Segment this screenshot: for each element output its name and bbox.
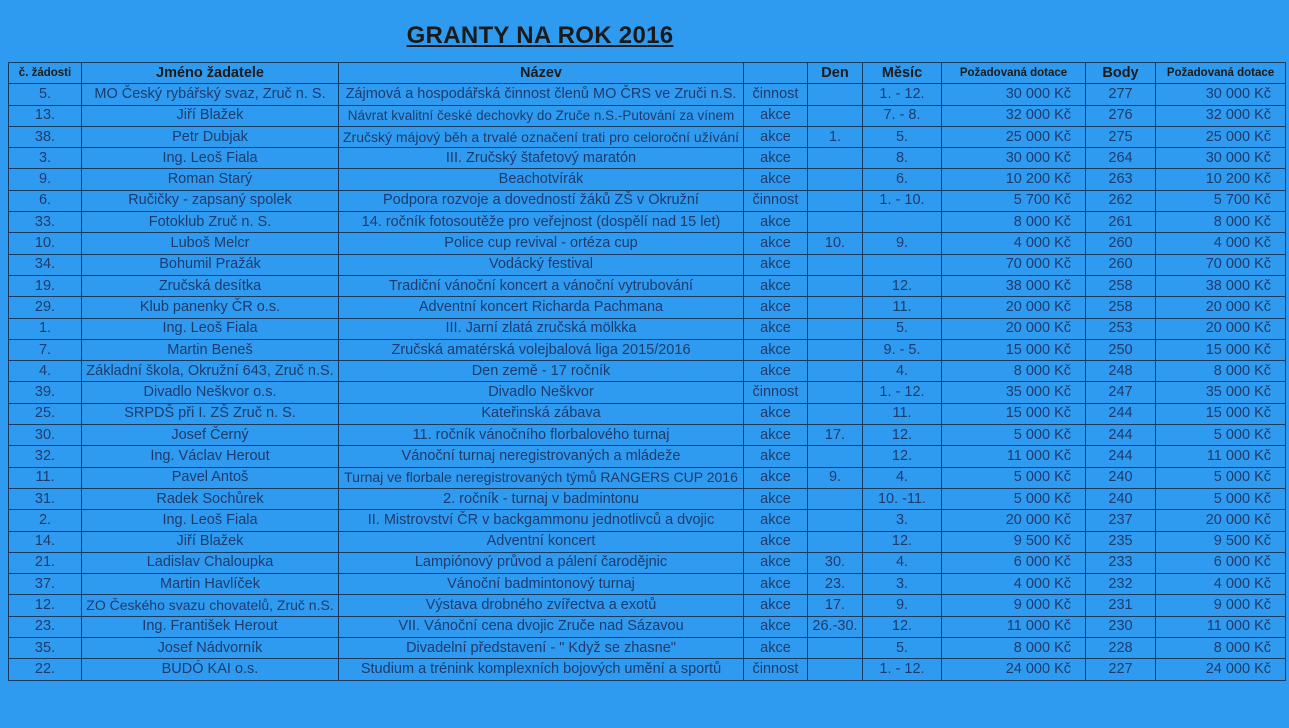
cell-points: 244 [1086, 446, 1156, 467]
cell-month: 12. [863, 275, 942, 296]
cell-name: Lampiónový průvod a pálení čarodějnic [339, 552, 744, 573]
cell-day [808, 212, 863, 233]
cell-id: 33. [9, 212, 82, 233]
table-row [9, 126, 1286, 147]
cell-name: Divadlo Neškvor [339, 382, 744, 403]
cell-name: Vánoční turnaj neregistrovaných a mládeže [339, 446, 744, 467]
cell-type: akce [744, 510, 808, 531]
table-row [9, 254, 1286, 275]
table-row [9, 212, 1286, 233]
cell-requested-2: 15 000 Kč [1156, 403, 1286, 424]
table-row [9, 339, 1286, 360]
table-row [9, 84, 1286, 105]
cell-requested: 8 000 Kč [942, 361, 1086, 382]
cell-points: 258 [1086, 297, 1156, 318]
cell-requested-2: 4 000 Kč [1156, 574, 1286, 595]
cell-name: Zájmová a hospodářská činnost členů MO ČRS ve Zruči n.S. [339, 84, 744, 105]
cell-id: 1. [9, 318, 82, 339]
cell-applicant: Martin Beneš [82, 339, 339, 360]
cell-day [808, 84, 863, 105]
cell-requested-2: 5 000 Kč [1156, 467, 1286, 488]
cell-points: 275 [1086, 126, 1156, 147]
table-row [9, 531, 1286, 552]
table-row [9, 318, 1286, 339]
cell-requested: 10 200 Kč [942, 169, 1086, 190]
cell-applicant: SRPDŠ při I. ZŠ Zruč n. S. [82, 403, 339, 424]
cell-type: akce [744, 254, 808, 275]
cell-name: Adventní koncert Richarda Pachmana [339, 297, 744, 318]
table-row [9, 148, 1286, 169]
cell-month [863, 212, 942, 233]
cell-month: 12. [863, 446, 942, 467]
cell-month: 5. [863, 126, 942, 147]
cell-day [808, 275, 863, 296]
cell-points: 248 [1086, 361, 1156, 382]
cell-type: akce [744, 275, 808, 296]
cell-points: 231 [1086, 595, 1156, 616]
cell-type: akce [744, 574, 808, 595]
cell-day: 26.-30. [808, 616, 863, 637]
header-applicant: Jméno žadatele [82, 63, 339, 84]
cell-requested: 5 000 Kč [942, 467, 1086, 488]
cell-name: Vodácký festival [339, 254, 744, 275]
cell-id: 31. [9, 488, 82, 509]
cell-applicant: Ladislav Chaloupka [82, 552, 339, 573]
cell-requested-2: 25 000 Kč [1156, 126, 1286, 147]
cell-day [808, 297, 863, 318]
cell-id: 13. [9, 105, 82, 126]
cell-id: 34. [9, 254, 82, 275]
cell-requested: 70 000 Kč [942, 254, 1086, 275]
cell-month: 11. [863, 297, 942, 318]
cell-applicant: Zručská desítka [82, 275, 339, 296]
cell-applicant: Pavel Antoš [82, 467, 339, 488]
header-requested-2: Požadovaná dotace [1156, 63, 1286, 84]
cell-requested-2: 11 000 Kč [1156, 446, 1286, 467]
cell-points: 258 [1086, 275, 1156, 296]
cell-requested-2: 9 000 Kč [1156, 595, 1286, 616]
cell-requested: 15 000 Kč [942, 339, 1086, 360]
cell-requested: 5 000 Kč [942, 488, 1086, 509]
header-name: Název [339, 63, 744, 84]
cell-applicant: Luboš Melcr [82, 233, 339, 254]
table-row [9, 595, 1286, 616]
cell-applicant: Jiří Blažek [82, 531, 339, 552]
cell-id: 14. [9, 531, 82, 552]
cell-month: 9. [863, 595, 942, 616]
cell-requested: 11 000 Kč [942, 616, 1086, 637]
cell-month: 10. -11. [863, 488, 942, 509]
cell-type: akce [744, 105, 808, 126]
cell-day [808, 254, 863, 275]
cell-id: 4. [9, 361, 82, 382]
cell-requested-2: 32 000 Kč [1156, 105, 1286, 126]
cell-name: Studium a trénink komplexních bojových umění a sportů [339, 659, 744, 680]
cell-points: 235 [1086, 531, 1156, 552]
cell-type: akce [744, 552, 808, 573]
cell-applicant: MO Český rybářský svaz, Zruč n. S. [82, 84, 339, 105]
cell-requested-2: 30 000 Kč [1156, 148, 1286, 169]
cell-requested-2: 35 000 Kč [1156, 382, 1286, 403]
cell-name: III. Zručský štafetový maratón [339, 148, 744, 169]
cell-points: 253 [1086, 318, 1156, 339]
header-month: Měsíc [863, 63, 942, 84]
cell-requested: 5 700 Kč [942, 190, 1086, 211]
cell-points: 261 [1086, 212, 1156, 233]
header-row [9, 63, 1286, 84]
cell-requested-2: 70 000 Kč [1156, 254, 1286, 275]
cell-id: 30. [9, 425, 82, 446]
cell-name: II. Mistrovství ČR v backgammonu jednotlivců a dvojic [339, 510, 744, 531]
cell-type: akce [744, 425, 808, 446]
table-row [9, 297, 1286, 318]
cell-id: 3. [9, 148, 82, 169]
table-row [9, 425, 1286, 446]
cell-name: Turnaj ve florbale neregistrovaných týmů RANGERS CUP 2016 [339, 467, 744, 488]
cell-id: 21. [9, 552, 82, 573]
header-points: Body [1086, 63, 1156, 84]
cell-requested: 20 000 Kč [942, 510, 1086, 531]
cell-requested: 24 000 Kč [942, 659, 1086, 680]
cell-applicant: Martin Havlíček [82, 574, 339, 595]
cell-day [808, 659, 863, 680]
cell-month: 1. - 12. [863, 659, 942, 680]
cell-id: 5. [9, 84, 82, 105]
table-row [9, 574, 1286, 595]
cell-month: 1. - 12. [863, 382, 942, 403]
cell-month: 12. [863, 531, 942, 552]
cell-applicant: Klub panenky ČR o.s. [82, 297, 339, 318]
cell-requested: 38 000 Kč [942, 275, 1086, 296]
cell-points: 244 [1086, 425, 1156, 446]
cell-month: 9. [863, 233, 942, 254]
cell-requested: 25 000 Kč [942, 126, 1086, 147]
cell-name: Den země - 17 ročník [339, 361, 744, 382]
grants-table [8, 62, 1286, 681]
cell-month: 3. [863, 510, 942, 531]
cell-requested-2: 4 000 Kč [1156, 233, 1286, 254]
cell-requested-2: 5 000 Kč [1156, 488, 1286, 509]
cell-day: 9. [808, 467, 863, 488]
table-row [9, 510, 1286, 531]
cell-applicant: Základní škola, Okružní 643, Zruč n.S. [82, 361, 339, 382]
cell-id: 11. [9, 467, 82, 488]
header-id: č. žádosti [9, 63, 82, 84]
cell-points: 240 [1086, 467, 1156, 488]
cell-name: Beachotvírák [339, 169, 744, 190]
cell-month: 12. [863, 425, 942, 446]
cell-points: 264 [1086, 148, 1156, 169]
cell-type: akce [744, 212, 808, 233]
cell-month: 7. - 8. [863, 105, 942, 126]
cell-month: 4. [863, 552, 942, 573]
cell-requested: 6 000 Kč [942, 552, 1086, 573]
cell-name: Zručská amatérská volejbalová liga 2015/2016 [339, 339, 744, 360]
table-row [9, 446, 1286, 467]
cell-requested-2: 38 000 Kč [1156, 275, 1286, 296]
cell-month: 6. [863, 169, 942, 190]
cell-type: akce [744, 126, 808, 147]
cell-day [808, 361, 863, 382]
cell-requested-2: 15 000 Kč [1156, 339, 1286, 360]
cell-requested-2: 5 700 Kč [1156, 190, 1286, 211]
cell-requested-2: 8 000 Kč [1156, 212, 1286, 233]
cell-type: akce [744, 616, 808, 637]
cell-id: 39. [9, 382, 82, 403]
cell-day [808, 382, 863, 403]
table-row [9, 275, 1286, 296]
cell-type: akce [744, 297, 808, 318]
cell-day [808, 446, 863, 467]
cell-day [808, 638, 863, 659]
cell-name: Vánoční badmintonový turnaj [339, 574, 744, 595]
table-row [9, 105, 1286, 126]
cell-requested-2: 24 000 Kč [1156, 659, 1286, 680]
cell-points: 232 [1086, 574, 1156, 595]
table-row [9, 233, 1286, 254]
cell-requested: 4 000 Kč [942, 233, 1086, 254]
cell-name: Podpora rozvoje a dovedností žáků ZŠ v Okružní [339, 190, 744, 211]
cell-applicant: BUDÓ KAI o.s. [82, 659, 339, 680]
cell-name: 11. ročník vánočního florbalového turnaj [339, 425, 744, 446]
cell-type: činnost [744, 382, 808, 403]
cell-requested: 15 000 Kč [942, 403, 1086, 424]
cell-day [808, 190, 863, 211]
cell-id: 12. [9, 595, 82, 616]
cell-applicant: ZO Českého svazu chovatelů, Zruč n.S. [82, 595, 339, 616]
cell-applicant: Ing. Leoš Fiala [82, 318, 339, 339]
table-row [9, 488, 1286, 509]
cell-name: Zručský májový běh a trvalé označení trati pro celoroční užívání [339, 126, 744, 147]
cell-requested: 5 000 Kč [942, 425, 1086, 446]
cell-name: 2. ročník - turnaj v badmintonu [339, 488, 744, 509]
cell-points: 227 [1086, 659, 1156, 680]
cell-name: Tradiční vánoční koncert a vánoční vytrubování [339, 275, 744, 296]
cell-type: činnost [744, 84, 808, 105]
cell-day: 17. [808, 425, 863, 446]
cell-month: 11. [863, 403, 942, 424]
cell-type: akce [744, 148, 808, 169]
cell-points: 277 [1086, 84, 1156, 105]
cell-name: III. Jarní zlatá zručská mölkka [339, 318, 744, 339]
cell-day [808, 105, 863, 126]
cell-applicant: Fotoklub Zruč n. S. [82, 212, 339, 233]
cell-requested: 9 500 Kč [942, 531, 1086, 552]
cell-requested-2: 8 000 Kč [1156, 361, 1286, 382]
cell-id: 25. [9, 403, 82, 424]
cell-type: akce [744, 467, 808, 488]
cell-applicant: Josef Nádvorník [82, 638, 339, 659]
cell-points: 237 [1086, 510, 1156, 531]
cell-month: 12. [863, 616, 942, 637]
table-row [9, 190, 1286, 211]
cell-day [808, 488, 863, 509]
cell-points: 260 [1086, 254, 1156, 275]
cell-applicant: Roman Starý [82, 169, 339, 190]
cell-requested: 8 000 Kč [942, 638, 1086, 659]
cell-requested-2: 20 000 Kč [1156, 318, 1286, 339]
cell-day [808, 148, 863, 169]
cell-requested-2: 5 000 Kč [1156, 425, 1286, 446]
cell-type: akce [744, 488, 808, 509]
cell-requested: 30 000 Kč [942, 84, 1086, 105]
cell-type: akce [744, 233, 808, 254]
cell-applicant: Divadlo Neškvor o.s. [82, 382, 339, 403]
cell-id: 19. [9, 275, 82, 296]
cell-points: 228 [1086, 638, 1156, 659]
table-row [9, 659, 1286, 680]
cell-month: 1. - 12. [863, 84, 942, 105]
cell-day [808, 318, 863, 339]
cell-requested: 11 000 Kč [942, 446, 1086, 467]
cell-requested-2: 10 200 Kč [1156, 169, 1286, 190]
cell-name: Kateřinská zábava [339, 403, 744, 424]
cell-applicant: Ing. Václav Herout [82, 446, 339, 467]
cell-day: 30. [808, 552, 863, 573]
header-type [744, 63, 808, 84]
cell-type: akce [744, 595, 808, 616]
cell-requested: 8 000 Kč [942, 212, 1086, 233]
cell-month: 5. [863, 638, 942, 659]
cell-id: 6. [9, 190, 82, 211]
cell-applicant: Bohumil Pražák [82, 254, 339, 275]
table-row [9, 552, 1286, 573]
cell-id: 23. [9, 616, 82, 637]
cell-requested-2: 9 500 Kč [1156, 531, 1286, 552]
cell-applicant: Ing. Leoš Fiala [82, 510, 339, 531]
cell-month: 1. - 10. [863, 190, 942, 211]
cell-points: 233 [1086, 552, 1156, 573]
cell-requested-2: 11 000 Kč [1156, 616, 1286, 637]
table-row [9, 616, 1286, 637]
cell-id: 35. [9, 638, 82, 659]
cell-month: 4. [863, 361, 942, 382]
header-day: Den [808, 63, 863, 84]
table-row [9, 169, 1286, 190]
cell-points: 262 [1086, 190, 1156, 211]
cell-type: akce [744, 531, 808, 552]
cell-requested-2: 20 000 Kč [1156, 510, 1286, 531]
cell-type: akce [744, 318, 808, 339]
cell-requested-2: 6 000 Kč [1156, 552, 1286, 573]
cell-id: 37. [9, 574, 82, 595]
cell-type: činnost [744, 190, 808, 211]
cell-day: 1. [808, 126, 863, 147]
cell-applicant: Jiří Blažek [82, 105, 339, 126]
cell-day: 23. [808, 574, 863, 595]
cell-points: 230 [1086, 616, 1156, 637]
table-row [9, 403, 1286, 424]
cell-month: 4. [863, 467, 942, 488]
cell-points: 263 [1086, 169, 1156, 190]
cell-points: 247 [1086, 382, 1156, 403]
cell-requested: 30 000 Kč [942, 148, 1086, 169]
cell-id: 7. [9, 339, 82, 360]
cell-requested-2: 20 000 Kč [1156, 297, 1286, 318]
cell-points: 240 [1086, 488, 1156, 509]
cell-month: 8. [863, 148, 942, 169]
cell-name: Návrat kvalitní české dechovky do Zruče n.S.-Putování za vínem [339, 105, 744, 126]
table-row [9, 382, 1286, 403]
cell-type: akce [744, 169, 808, 190]
header-requested: Požadovaná dotace [942, 63, 1086, 84]
cell-name: 14. ročník fotosoutěže pro veřejnost (dospělí nad 15 let) [339, 212, 744, 233]
cell-points: 250 [1086, 339, 1156, 360]
cell-points: 244 [1086, 403, 1156, 424]
cell-name: Výstava drobného zvířectva a exotů [339, 595, 744, 616]
cell-day [808, 510, 863, 531]
cell-id: 38. [9, 126, 82, 147]
cell-type: akce [744, 638, 808, 659]
cell-name: Police cup revival - ortéza cup [339, 233, 744, 254]
table-row [9, 638, 1286, 659]
cell-requested-2: 30 000 Kč [1156, 84, 1286, 105]
cell-type: akce [744, 361, 808, 382]
cell-name: Divadelní představení - " Když se zhasne" [339, 638, 744, 659]
cell-applicant: Radek Sochůrek [82, 488, 339, 509]
page-title: GRANTY NA ROK 2016 [406, 22, 674, 49]
cell-id: 9. [9, 169, 82, 190]
cell-day [808, 169, 863, 190]
cell-day: 10. [808, 233, 863, 254]
cell-type: akce [744, 403, 808, 424]
cell-requested: 35 000 Kč [942, 382, 1086, 403]
cell-id: 22. [9, 659, 82, 680]
cell-name: Adventní koncert [339, 531, 744, 552]
cell-requested: 9 000 Kč [942, 595, 1086, 616]
cell-type: akce [744, 446, 808, 467]
cell-applicant: Petr Dubjak [82, 126, 339, 147]
cell-id: 29. [9, 297, 82, 318]
table-row [9, 467, 1286, 488]
cell-type: akce [744, 339, 808, 360]
cell-requested: 20 000 Kč [942, 297, 1086, 318]
cell-id: 32. [9, 446, 82, 467]
cell-day: 17. [808, 595, 863, 616]
cell-id: 10. [9, 233, 82, 254]
cell-id: 2. [9, 510, 82, 531]
cell-name: VII. Vánoční cena dvojic Zruče nad Sázavou [339, 616, 744, 637]
cell-applicant: Ručičky - zapsaný spolek [82, 190, 339, 211]
cell-month: 3. [863, 574, 942, 595]
cell-requested: 20 000 Kč [942, 318, 1086, 339]
cell-month: 9. - 5. [863, 339, 942, 360]
cell-applicant: Josef Černý [82, 425, 339, 446]
cell-applicant: Ing. František Herout [82, 616, 339, 637]
cell-day [808, 403, 863, 424]
cell-day [808, 339, 863, 360]
table-row [9, 361, 1286, 382]
cell-points: 276 [1086, 105, 1156, 126]
cell-type: činnost [744, 659, 808, 680]
cell-requested: 32 000 Kč [942, 105, 1086, 126]
cell-requested-2: 8 000 Kč [1156, 638, 1286, 659]
cell-day [808, 531, 863, 552]
cell-points: 260 [1086, 233, 1156, 254]
cell-applicant: Ing. Leoš Fiala [82, 148, 339, 169]
cell-requested: 4 000 Kč [942, 574, 1086, 595]
cell-month [863, 254, 942, 275]
cell-month: 5. [863, 318, 942, 339]
